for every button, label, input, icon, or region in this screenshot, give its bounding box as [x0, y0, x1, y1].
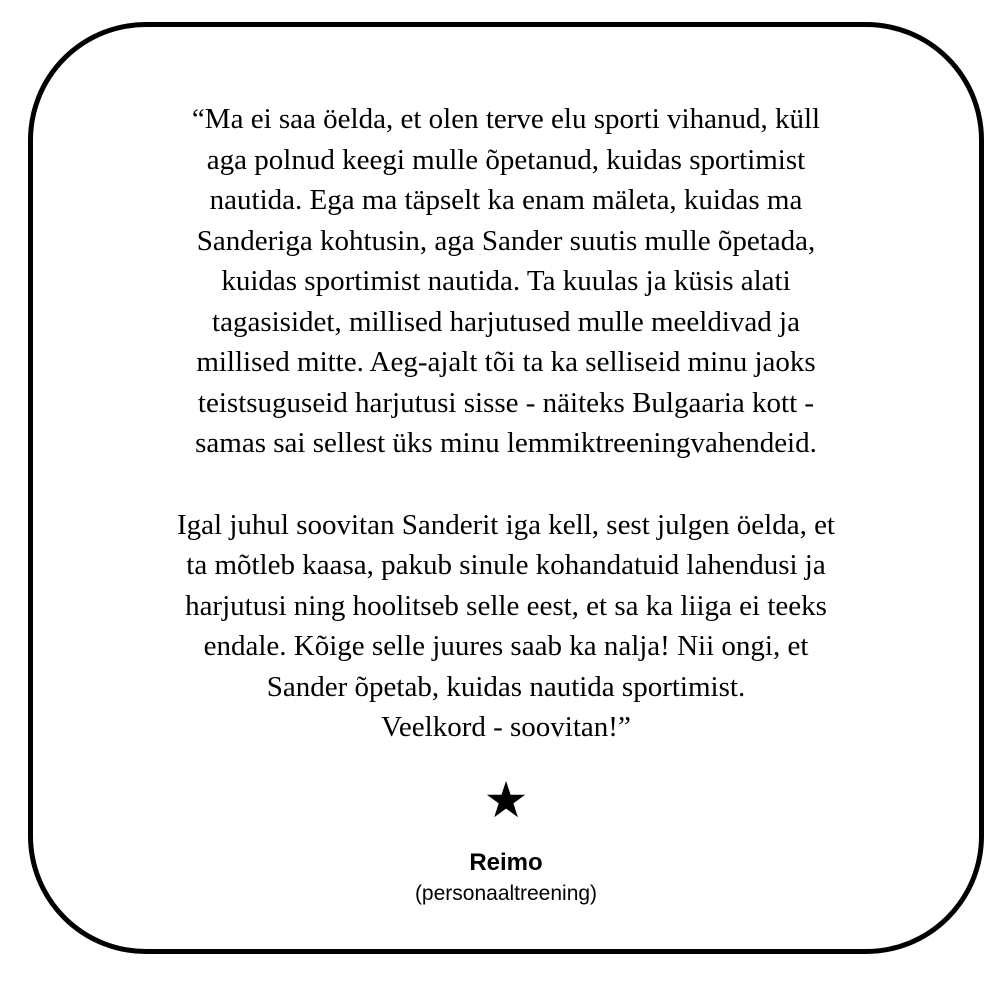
testimonial-content — [33, 99, 979, 908]
star-icon: ★ — [483, 770, 529, 829]
testimonial-card — [28, 22, 984, 954]
testimonial-quote-paragraph-1: “Ma ei saa öelda, et olen terve elu sporti vihanud, küll aga polnud keegi mulle õpetanud, kuidas sportimist nautida. Ega ma täpselt ka enam mäleta, kuidas ma Sanderiga kohtusin, aga Sander suutis mulle õpetada, kuidas sportimist nautida. Ta kuulas ja küsis alati tagasisidet, millised harjutused mulle meeldivad ja millised mitte. Aeg-ajalt tõi ta ka selliseid minu jaoks teistsuguseid harjutusi sisse - näiteks Bulgaaria kott - samas sai sellest üks minu lemmiktreeningvahendeid. — [191, 103, 821, 459]
testimonial-quote-paragraph-2: Igal juhul soovitan Sanderit iga kell, sest julgen öelda, et ta mõtleb kaasa, pakub sinule kohandatuid lahendusi ja harjutusi ning hoolitseb selle eest, et sa ka liiga ei teeks endale. Kõige selle juures saab ka nalja! Nii ongi, et Sander õpetab, kuidas nautida sportimist. Veelkord - soovitan!” — [177, 508, 835, 743]
author-service: (personaaltreening) — [414, 881, 598, 905]
author-name: Reimo — [469, 848, 543, 876]
